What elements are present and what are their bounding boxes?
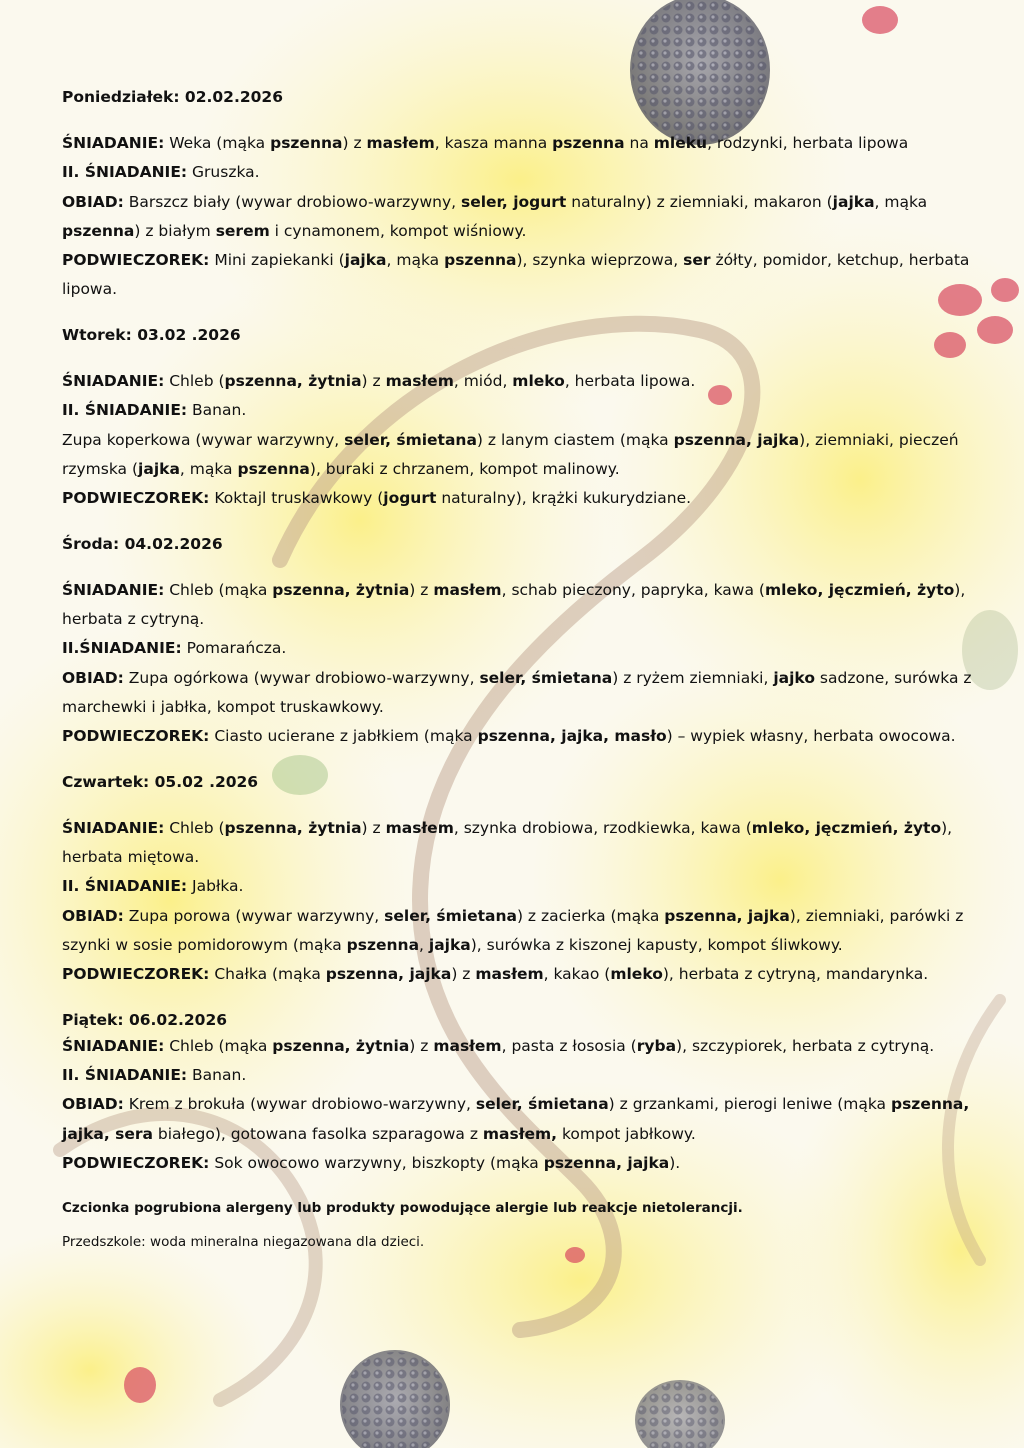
day-title: Wtorek: 03.02 .2026 — [62, 326, 241, 344]
text-segment: Sok owocowo warzywny, biszkopty (mąka — [209, 1153, 544, 1172]
text-segment: ) – wypiek własny, herbata owocowa. — [666, 726, 956, 745]
bold-segment: masłem — [385, 372, 454, 391]
bold-segment: ŚNIADANIE: — [62, 581, 165, 600]
meal-line — [62, 1149, 977, 1178]
meal-line — [62, 426, 977, 484]
text-segment: Chleb (mąka — [164, 1037, 273, 1056]
day-section — [62, 86, 977, 304]
bold-segment: serem — [215, 221, 270, 240]
meal-line — [62, 1032, 977, 1061]
bold-segment: pszenna — [552, 134, 625, 153]
text-segment: ), buraki z chrzanem, kompot malinowy. — [309, 459, 620, 478]
text-segment: , herbata lipowa. — [564, 372, 696, 391]
bold-segment: seler, śmietana — [384, 906, 517, 925]
bold-segment: ŚNIADANIE: — [62, 1037, 165, 1056]
text-segment: ), herbata z cytryną. — [62, 581, 966, 629]
text-segment: , mąka — [179, 459, 238, 478]
text-segment: Banan. — [187, 1066, 247, 1085]
text-segment: Gruszka. — [187, 163, 260, 182]
text-segment: , kakao ( — [543, 964, 611, 983]
text-segment: , kasza manna — [434, 134, 553, 153]
bold-segment: seler, śmietana — [479, 668, 613, 687]
text-segment: ) z — [342, 134, 367, 153]
text-segment: Zupa porowa (wywar warzywny, — [123, 906, 385, 925]
bold-segment: pszenna, jajka, sera — [62, 1095, 970, 1143]
bold-segment: PODWIECZOREK: — [62, 964, 210, 983]
water-note: Przedszkole: woda mineralna niegazowana dla dzieci. — [62, 1234, 425, 1250]
text-segment: ), szynka wieprzowa, — [516, 250, 684, 269]
bold-segment: seler, jogurt — [460, 192, 567, 211]
text-segment: ) z — [409, 581, 434, 600]
bold-segment: PODWIECZOREK: — [62, 250, 210, 269]
text-segment: Banan. — [187, 401, 247, 420]
meal-line — [62, 1061, 977, 1090]
meal-line — [62, 722, 977, 751]
text-segment: Pomarańcza. — [181, 639, 287, 658]
text-segment: ), ziemniaki, pieczeń rzymska ( — [62, 430, 959, 478]
text-segment: kompot jabłkowy. — [557, 1124, 696, 1143]
text-segment: Krem z brokuła (wywar drobiowo-warzywny, — [123, 1095, 476, 1114]
meal-line — [62, 634, 977, 663]
day-section — [62, 533, 977, 751]
text-segment: ), szczypiorek, herbata z cytryną. — [676, 1037, 935, 1056]
bold-segment: pszenna, żytnia — [224, 819, 362, 838]
day-section — [62, 1009, 977, 1178]
meal-line — [62, 576, 977, 634]
bold-segment: II.ŚNIADANIE: — [62, 639, 182, 658]
text-segment: ) z ryżem ziemniaki, — [612, 668, 774, 687]
day-title: Piątek: 06.02.2026 — [62, 1010, 228, 1029]
text-segment: ). — [669, 1153, 681, 1172]
day-title: Środa: 04.02.2026 — [62, 534, 223, 553]
bold-segment: masłem — [475, 964, 544, 983]
bold-segment: seler, śmietana — [475, 1095, 609, 1114]
bold-segment: jajka — [138, 459, 180, 478]
bold-segment: pszenna, jajka — [325, 964, 452, 983]
meal-line — [62, 960, 977, 989]
text-segment: ) z grzankami, pierogi leniwe (mąka — [608, 1095, 891, 1114]
bold-segment: jogurt — [383, 488, 437, 507]
text-segment: Chleb ( — [164, 819, 225, 838]
bold-segment: pszenna — [237, 459, 310, 478]
text-segment: na — [624, 134, 654, 153]
bold-segment: pszenna — [346, 935, 420, 954]
bold-segment: masłem — [433, 1037, 502, 1056]
bold-segment: PODWIECZOREK: — [62, 726, 210, 745]
bold-segment: mleko, jęczmień, żyto — [764, 581, 955, 600]
meal-line — [62, 188, 977, 246]
bold-segment: OBIAD: — [62, 668, 124, 687]
text-segment: Ciasto ucierane z jabłkiem (mąka — [209, 726, 478, 745]
text-segment: , pasta z łososia ( — [501, 1037, 637, 1056]
bold-segment: ser — [683, 250, 711, 269]
bold-segment: mleko — [512, 372, 565, 391]
text-segment: Weka (mąka — [164, 134, 271, 153]
bold-segment: seler, śmietana — [344, 430, 477, 449]
bold-segment: mleku — [653, 134, 708, 153]
bold-segment: masłem — [385, 819, 454, 838]
bold-segment: ŚNIADANIE: — [62, 134, 165, 153]
text-segment: , mąka — [874, 192, 928, 211]
bold-segment: OBIAD: — [62, 1095, 124, 1114]
text-segment: białego), gotowana fasolka szparagowa z — [152, 1124, 483, 1143]
text-segment: Chałka (mąka — [209, 964, 326, 983]
text-segment: ), surówka z kiszonej kapusty, kompot śliwkowy. — [470, 935, 843, 954]
bold-segment: pszenna — [444, 250, 517, 269]
bold-segment: ryba — [636, 1037, 677, 1056]
bold-segment: masłem — [433, 581, 502, 600]
text-segment: Jabłka. — [187, 877, 244, 896]
day-section — [62, 771, 977, 989]
bold-segment: PODWIECZOREK: — [62, 1153, 210, 1172]
day-section — [62, 324, 977, 513]
text-segment: , szynka drobiowa, rzodkiewka, kawa ( — [453, 819, 752, 838]
day-title: Czwartek: 05.02 .2026 — [62, 772, 259, 791]
text-segment: ), ziemniaki, parówki z szynki w sosie pomidorowym (mąka — [62, 906, 964, 954]
text-segment: Mini zapiekanki ( — [209, 250, 345, 269]
text-segment: naturalny), krążki kukurydziane. — [436, 488, 692, 507]
text-segment: Zupa ogórkowa (wywar drobiowo-warzywny, — [123, 668, 480, 687]
bold-segment: pszenna, żytnia — [272, 581, 410, 600]
bold-segment: OBIAD: — [62, 192, 124, 211]
bold-segment: masłem — [366, 134, 435, 153]
text-segment: ) z białym — [134, 221, 216, 240]
bold-segment: ŚNIADANIE: — [62, 819, 165, 838]
text-segment: ), herbata miętowa. — [62, 819, 953, 867]
text-segment: ) z — [451, 964, 476, 983]
text-segment: Zupa koperkowa (wywar warzywny, — [62, 430, 345, 449]
day-title: Poniedziałek: 02.02.2026 — [62, 88, 283, 106]
bold-segment: jajko — [773, 668, 815, 687]
text-segment: Chleb ( — [164, 372, 225, 391]
text-segment: Barszcz biały (wywar drobiowo-warzywny, — [123, 192, 461, 211]
text-segment: , schab pieczony, papryka, kawa ( — [501, 581, 765, 600]
meal-line — [62, 872, 977, 901]
bold-segment: OBIAD: — [62, 906, 124, 925]
bold-segment: pszenna, jajka, masło — [477, 726, 667, 745]
bold-segment: II. ŚNIADANIE: — [62, 401, 188, 420]
text-segment: sadzone, surówka z marchewki i jabłka, kompot truskawkowy. — [62, 668, 972, 716]
meal-line — [62, 814, 977, 872]
text-segment: Koktajl truskawkowy ( — [209, 488, 384, 507]
text-segment: żółty, pomidor, ketchup, herbata lipowa. — [62, 250, 970, 298]
text-segment: , — [419, 935, 429, 954]
text-segment: ) z — [361, 819, 386, 838]
bold-segment: pszenna, żytnia — [224, 372, 362, 391]
meal-line — [62, 367, 977, 396]
bold-segment: II. ŚNIADANIE: — [62, 163, 188, 182]
meal-line — [62, 246, 977, 304]
text-segment: ) z — [361, 372, 386, 391]
bold-segment: pszenna, jajka — [673, 430, 800, 449]
meal-line — [62, 158, 977, 187]
text-segment: , miód, — [453, 372, 513, 391]
bold-segment: ŚNIADANIE: — [62, 372, 165, 391]
meal-line — [62, 484, 977, 513]
text-segment: ) z zacierka (mąka — [516, 906, 665, 925]
text-segment: ) z — [409, 1037, 434, 1056]
allergen-note: Czcionka pogrubiona alergeny lub produkty powodujące alergie lub reakcje nietolerancji. — [62, 1199, 743, 1216]
text-segment: , mąka — [386, 250, 445, 269]
menu-content — [62, 86, 977, 1252]
bold-segment: mleko — [610, 964, 663, 983]
bold-segment: jajka — [344, 250, 387, 269]
bold-segment: pszenna — [270, 134, 343, 153]
meal-line — [62, 1090, 977, 1148]
text-segment: ) z lanym ciastem (mąka — [476, 430, 674, 449]
bold-segment: mleko, jęczmień, żyto — [751, 819, 942, 838]
text-segment: , rodzynki, herbata lipowa — [707, 134, 909, 153]
meal-line — [62, 396, 977, 425]
text-segment: naturalny) z ziemniaki, makaron ( — [566, 192, 833, 211]
bold-segment: PODWIECZOREK: — [62, 488, 210, 507]
meal-line — [62, 129, 977, 158]
bold-segment: masłem, — [482, 1124, 558, 1143]
bold-segment: jajka — [832, 192, 875, 211]
bold-segment: pszenna, żytnia — [272, 1037, 410, 1056]
bold-segment: pszenna, jajka — [543, 1153, 670, 1172]
bold-segment: II. ŚNIADANIE: — [62, 877, 188, 896]
bold-segment: jajka — [428, 935, 471, 954]
bold-segment: pszenna, jajka — [664, 906, 790, 925]
meal-line — [62, 902, 977, 960]
text-segment: Chleb (mąka — [164, 581, 273, 600]
bold-segment: pszenna — [62, 221, 135, 240]
bold-segment: II. ŚNIADANIE: — [62, 1066, 188, 1085]
text-segment: i cynamonem, kompot wiśniowy. — [269, 221, 527, 240]
meal-line — [62, 664, 977, 722]
text-segment: ), herbata z cytryną, mandarynka. — [662, 964, 929, 983]
